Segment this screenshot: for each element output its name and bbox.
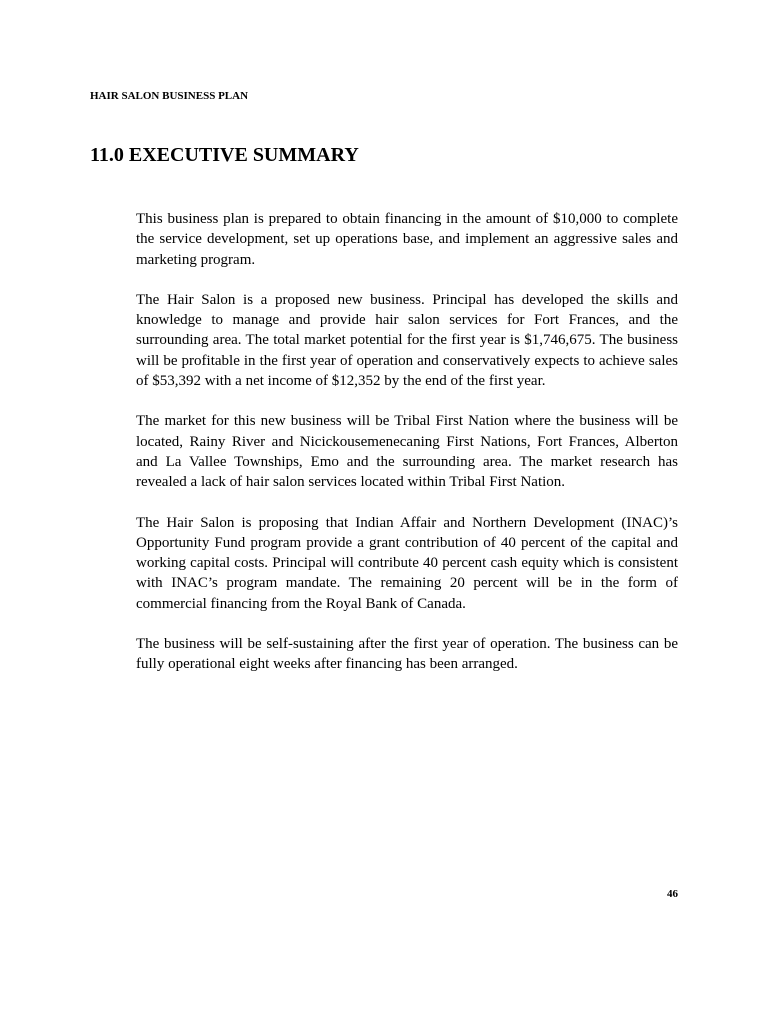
paragraph-market: The market for this new business will be Tribal First Nation where the business will be located, Rainy River and Nicickousemenecaning First Nations, Fort Frances, Alberton and La Vallee Townships, Emo and the surrounding area. The market research has revealed a lack of hair salon services located within Tribal First Nation.	[136, 413, 678, 491]
paragraph-business-overview: The Hair Salon is a proposed new business. Principal has developed the skills and knowledge to manage and provide hair salon services for Fort Frances, and the surrounding area. The total market potential for the first year is $1,746,675. The business will be profitable in the first year of operation and conservatively expects to achieve sales of $53,392 with a net income of $12,352 by the end of the first year.	[136, 291, 678, 390]
section-title: 11.0 EXECUTIVE SUMMARY	[90, 144, 359, 166]
executive-summary-body	[136, 209, 678, 695]
paragraph-financing: This business plan is prepared to obtain financing in the amount of $10,000 to complete the service development, set up operations base, and implement an aggressive sales and marketing program.	[136, 211, 678, 268]
running-header: HAIR SALON BUSINESS PLAN	[90, 90, 249, 102]
paragraph-sustainability: The business will be self-sustaining after the first year of operation. The business can be fully operational eight weeks after financing has been arranged.	[136, 636, 678, 673]
paragraph-funding-structure: The Hair Salon is proposing that Indian Affair and Northern Development (INAC)’s Opportunity Fund program provide a grant contribution of 40 percent of the capital and working capital costs. Principal will contribute 40 percent cash equity which is consistent with INAC’s program mandate. The remaining 20 percent will be in the form of commercial financing from the Royal Bank of Canada.	[136, 514, 678, 612]
page-number: 46	[667, 888, 678, 900]
